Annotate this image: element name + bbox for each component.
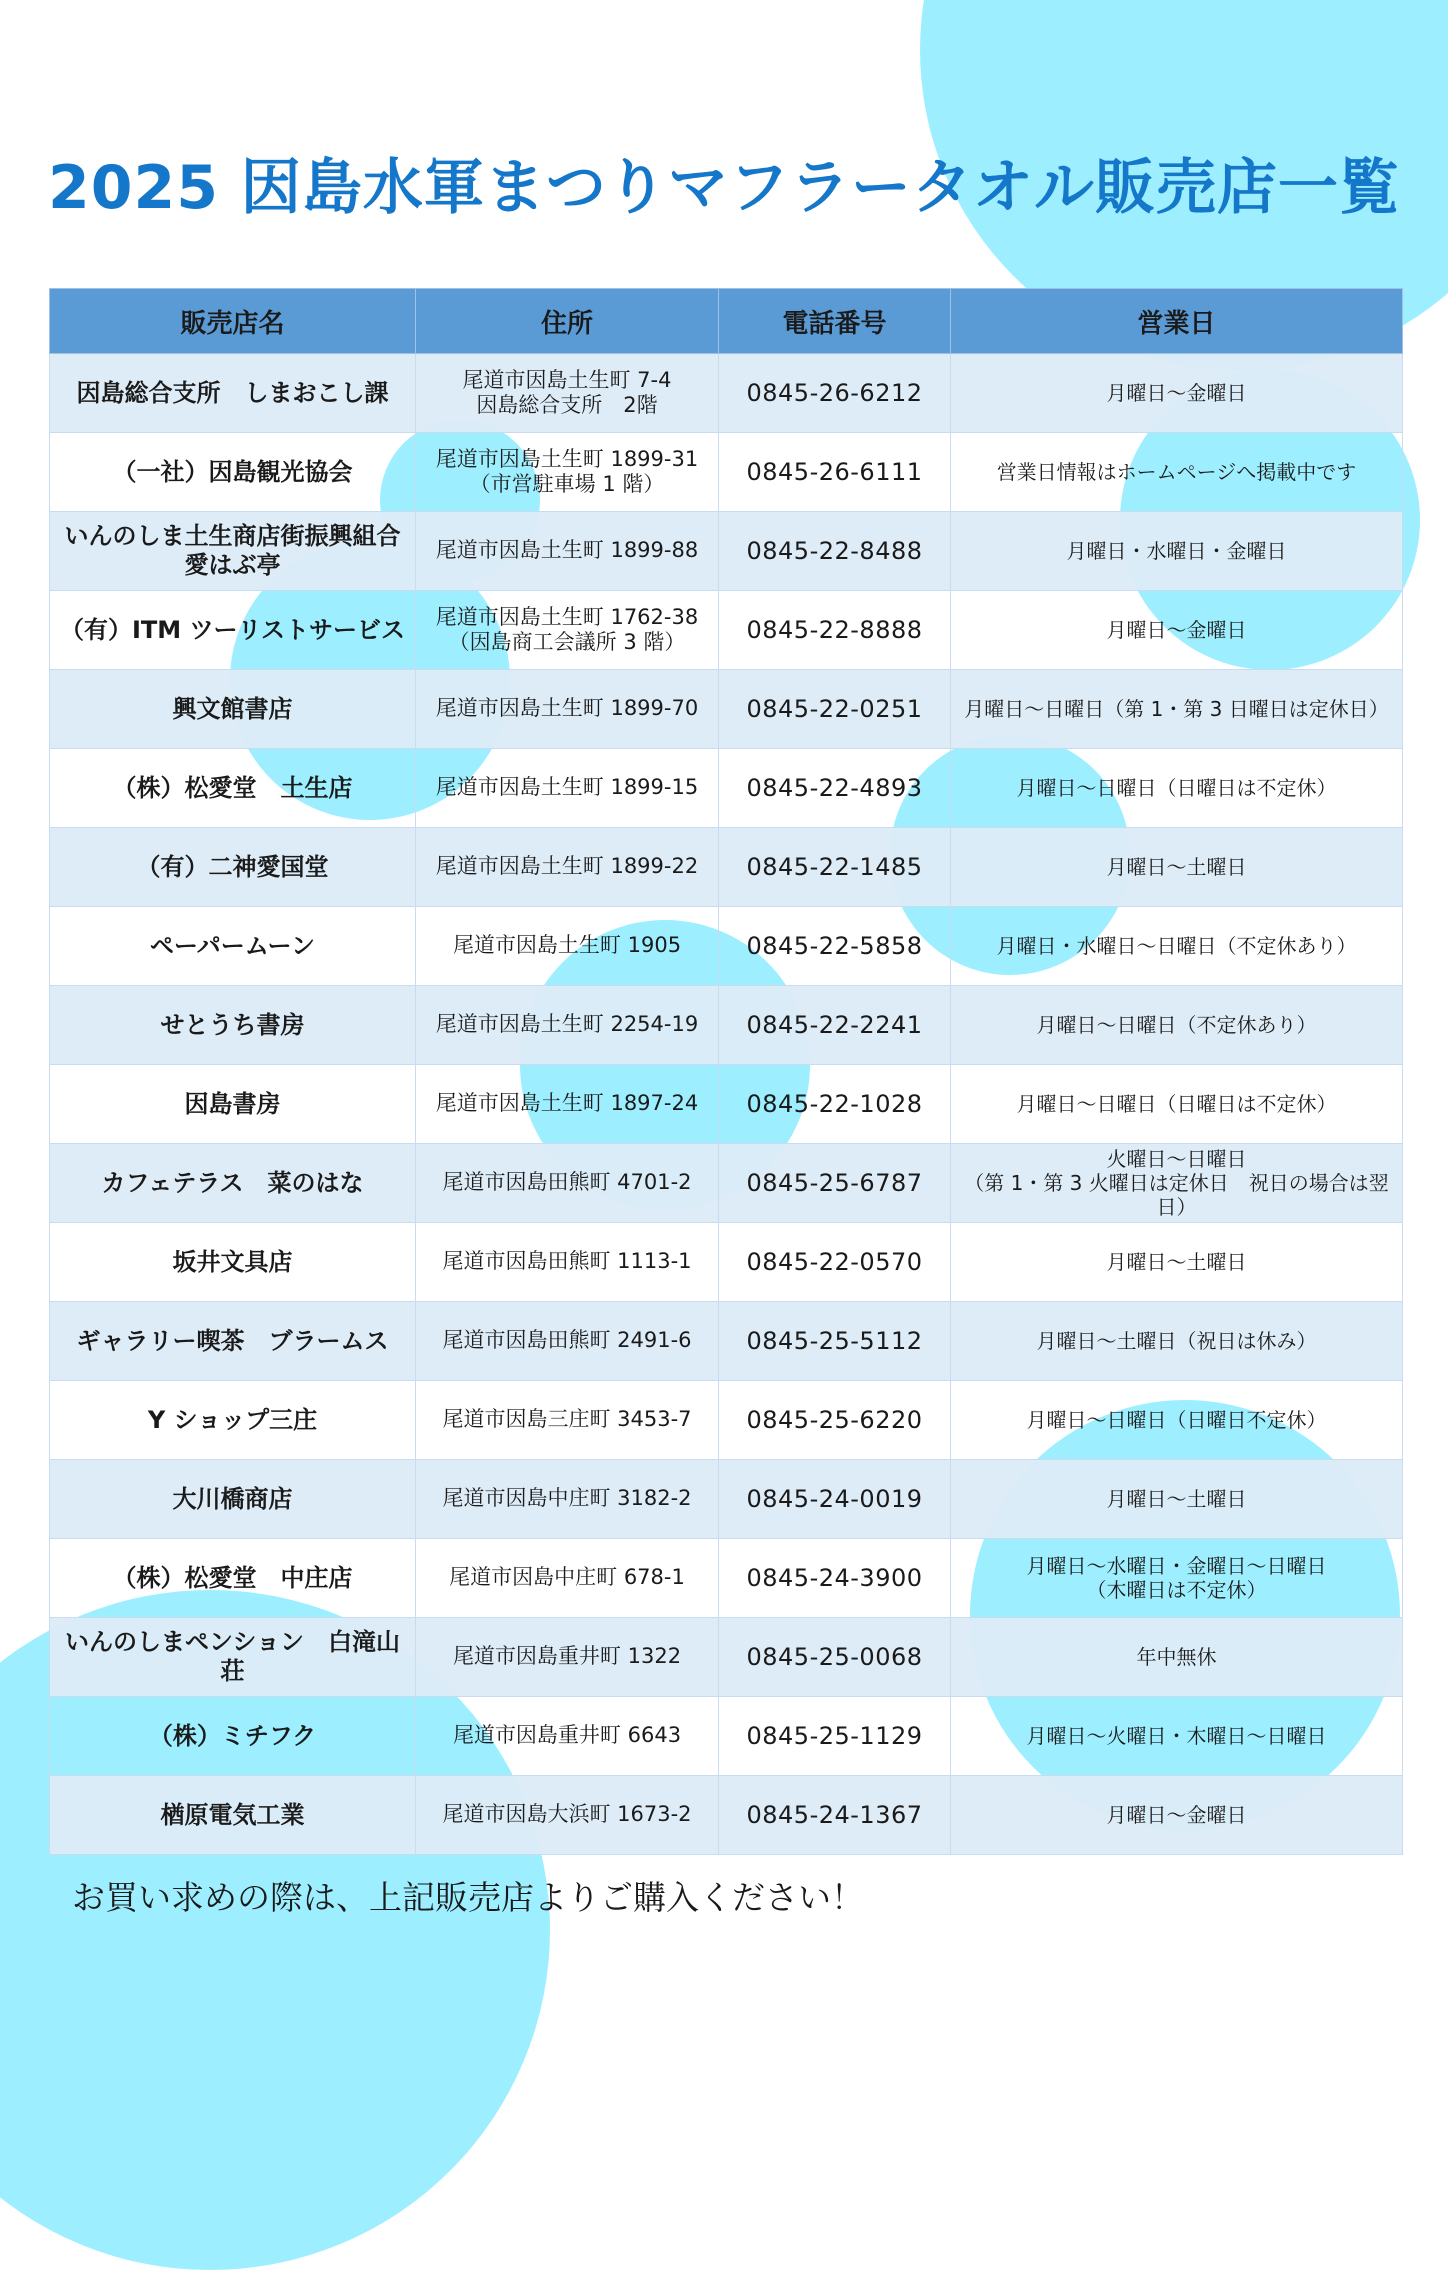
phone-number: 0845-25-5112 xyxy=(746,1326,923,1355)
address-line: 尾道市因島中庄町 678-1 xyxy=(449,1565,685,1590)
address-cell xyxy=(416,1539,719,1618)
phone-cell xyxy=(719,1697,951,1776)
table-body xyxy=(50,354,1403,1855)
table-row xyxy=(50,1065,1403,1144)
business-days-cell xyxy=(951,1144,1403,1223)
phone-number: 0845-24-1367 xyxy=(746,1800,923,1829)
phone-number: 0845-25-6787 xyxy=(746,1168,923,1197)
phone-cell xyxy=(719,1776,951,1855)
business-days-line: 営業日情報はホームページへ掲載中です xyxy=(996,460,1357,484)
table-row xyxy=(50,591,1403,670)
business-days-line: 月曜日～日曜日（日曜日不定休） xyxy=(1026,1408,1327,1432)
shop-name-cell xyxy=(50,1381,416,1460)
table-row xyxy=(50,433,1403,512)
address-line: 尾道市因島土生町 1899-31 xyxy=(435,446,699,471)
business-days-line: （第 1・第 3 火曜日は定休日 祝日の場合は翌日） xyxy=(964,1171,1389,1219)
shop-name-line: Y ショップ三庄 xyxy=(147,1405,318,1434)
business-days-cell xyxy=(951,591,1403,670)
phone-number: 0845-25-6220 xyxy=(746,1405,923,1434)
phone-number: 0845-22-1485 xyxy=(746,852,923,881)
address-line: 尾道市因島大浜町 1673-2 xyxy=(442,1802,692,1827)
phone-cell xyxy=(719,828,951,907)
table-header-row xyxy=(50,289,1403,354)
address-cell xyxy=(416,907,719,986)
address-cell xyxy=(416,1381,719,1460)
business-days-line: 月曜日～土曜日 xyxy=(1106,1487,1247,1511)
address-cell xyxy=(416,1460,719,1539)
phone-cell xyxy=(719,1144,951,1223)
shop-name-line: 愛はぶ亭 xyxy=(184,551,281,579)
phone-number: 0845-22-8488 xyxy=(746,536,923,565)
business-days-cell xyxy=(951,828,1403,907)
address-cell xyxy=(416,670,719,749)
shop-name-line: 興文館書店 xyxy=(172,694,293,723)
address-cell xyxy=(416,749,719,828)
shop-name-cell xyxy=(50,1776,416,1855)
business-days-line: 月曜日・水曜日～日曜日（不定休あり） xyxy=(996,934,1357,958)
footer-note: お買い求めの際は、上記販売店よりご購入ください！ xyxy=(72,1878,864,1917)
shop-name-line: 楢原電気工業 xyxy=(160,1800,305,1829)
phone-number: 0845-25-1129 xyxy=(746,1721,923,1750)
shop-name-cell xyxy=(50,512,416,591)
table-row xyxy=(50,1776,1403,1855)
business-days-cell xyxy=(951,1618,1403,1697)
shop-name-line: 因島総合支所 しまおこし課 xyxy=(76,378,389,407)
address-line: （因島商工会議所 3 階） xyxy=(448,630,686,654)
phone-number: 0845-22-4893 xyxy=(746,773,923,802)
column-header-name: 販売店名 xyxy=(50,289,416,354)
address-line: 尾道市因島重井町 6643 xyxy=(452,1723,682,1748)
shop-name-cell xyxy=(50,1697,416,1776)
phone-cell xyxy=(719,1460,951,1539)
shop-name-cell xyxy=(50,986,416,1065)
shop-name-cell xyxy=(50,828,416,907)
business-days-line: 火曜日～日曜日 xyxy=(1106,1147,1247,1171)
shop-table xyxy=(49,288,1403,1855)
table-row xyxy=(50,1381,1403,1460)
address-line: 尾道市因島土生町 1899-22 xyxy=(435,854,699,879)
business-days-cell xyxy=(951,512,1403,591)
shop-name-cell xyxy=(50,749,416,828)
phone-number: 0845-22-2241 xyxy=(746,1010,923,1039)
shop-name-cell xyxy=(50,1302,416,1381)
business-days-line: 月曜日～日曜日（日曜日は不定休） xyxy=(1016,776,1337,800)
business-days-line: 月曜日～金曜日 xyxy=(1106,381,1247,405)
table-row xyxy=(50,828,1403,907)
phone-number: 0845-22-5858 xyxy=(746,931,923,960)
table-row xyxy=(50,907,1403,986)
phone-number: 0845-26-6111 xyxy=(746,457,923,486)
phone-cell xyxy=(719,670,951,749)
shop-name-line: （株）松愛堂 中庄店 xyxy=(112,1563,353,1592)
business-days-cell xyxy=(951,986,1403,1065)
shop-name-cell xyxy=(50,1065,416,1144)
shop-name-line: いんのしま土生商店街振興組合 xyxy=(64,522,401,551)
address-line: 尾道市因島重井町 1322 xyxy=(452,1644,682,1669)
phone-number: 0845-25-0068 xyxy=(746,1642,923,1671)
business-days-cell xyxy=(951,670,1403,749)
business-days-cell xyxy=(951,907,1403,986)
phone-cell xyxy=(719,1302,951,1381)
shop-name-line: いんのしまペンション 白滝山荘 xyxy=(65,1628,400,1685)
business-days-line: 月曜日～金曜日 xyxy=(1106,1803,1247,1827)
shop-name-line: せとうち書房 xyxy=(160,1010,305,1039)
shop-name-line: （株）松愛堂 土生店 xyxy=(112,773,353,802)
address-line: 尾道市因島土生町 1899-15 xyxy=(435,775,699,800)
address-line: 尾道市因島土生町 7-4 xyxy=(462,367,672,392)
address-line: 尾道市因島土生町 1897-24 xyxy=(435,1091,699,1116)
address-line: 尾道市因島土生町 1899-70 xyxy=(435,696,699,721)
shop-name-cell xyxy=(50,591,416,670)
address-line: 尾道市因島田熊町 4701-2 xyxy=(442,1170,692,1195)
phone-cell xyxy=(719,1065,951,1144)
business-days-line: 年中無休 xyxy=(1136,1645,1217,1669)
phone-number: 0845-26-6212 xyxy=(746,378,923,407)
shop-name-line: カフェテラス 菜のはな xyxy=(101,1168,364,1197)
shop-name-line: ギャラリー喫茶 ブラームス xyxy=(76,1326,389,1355)
shop-name-line: （株）ミチフク xyxy=(148,1721,317,1750)
table-row xyxy=(50,1460,1403,1539)
business-days-line: 月曜日～水曜日・金曜日～日曜日 xyxy=(1026,1554,1327,1578)
phone-cell xyxy=(719,1381,951,1460)
address-cell xyxy=(416,1065,719,1144)
shop-name-line: 因島書房 xyxy=(184,1089,281,1118)
address-cell xyxy=(416,828,719,907)
shop-name-line: ペーパームーン xyxy=(149,931,316,960)
address-cell xyxy=(416,986,719,1065)
shop-name-line: （有）二神愛国堂 xyxy=(136,852,329,881)
address-cell xyxy=(416,1618,719,1697)
shop-name-cell xyxy=(50,354,416,433)
phone-cell xyxy=(719,1539,951,1618)
phone-cell xyxy=(719,433,951,512)
phone-cell xyxy=(719,354,951,433)
phone-number: 0845-22-0251 xyxy=(746,694,923,723)
table-row xyxy=(50,1302,1403,1381)
business-days-cell xyxy=(951,354,1403,433)
address-cell xyxy=(416,1697,719,1776)
address-cell xyxy=(416,354,719,433)
address-cell xyxy=(416,1302,719,1381)
address-line: 因島総合支所 2階 xyxy=(476,393,658,417)
phone-number: 0845-22-8888 xyxy=(746,615,923,644)
business-days-cell xyxy=(951,1697,1403,1776)
address-cell xyxy=(416,1144,719,1223)
shop-name-cell xyxy=(50,1223,416,1302)
business-days-line: 月曜日～土曜日 xyxy=(1106,855,1247,879)
phone-number: 0845-24-0019 xyxy=(746,1484,923,1513)
page-title: 2025 因島水軍まつりマフラータオル販売店一覧 xyxy=(48,153,1400,223)
table-row xyxy=(50,1697,1403,1776)
column-header-days: 営業日 xyxy=(951,289,1403,354)
phone-cell xyxy=(719,907,951,986)
business-days-line: 月曜日・水曜日・金曜日 xyxy=(1066,539,1287,563)
shop-name-cell xyxy=(50,670,416,749)
business-days-cell xyxy=(951,433,1403,512)
address-line: 尾道市因島田熊町 2491-6 xyxy=(442,1328,692,1353)
table-row xyxy=(50,670,1403,749)
phone-cell xyxy=(719,1223,951,1302)
phone-cell xyxy=(719,749,951,828)
phone-cell xyxy=(719,512,951,591)
business-days-line: 月曜日～金曜日 xyxy=(1106,618,1247,642)
business-days-cell xyxy=(951,1539,1403,1618)
business-days-cell xyxy=(951,1460,1403,1539)
address-cell xyxy=(416,1776,719,1855)
business-days-cell xyxy=(951,1381,1403,1460)
column-header-address: 住所 xyxy=(416,289,719,354)
shop-name-cell xyxy=(50,1539,416,1618)
business-days-line: 月曜日～日曜日（日曜日は不定休） xyxy=(1016,1092,1337,1116)
table-row xyxy=(50,1539,1403,1618)
business-days-line: 月曜日～火曜日・木曜日～日曜日 xyxy=(1026,1724,1327,1748)
address-line: 尾道市因島三庄町 3453-7 xyxy=(442,1407,692,1432)
table-row xyxy=(50,1618,1403,1697)
table-row xyxy=(50,354,1403,433)
business-days-line: 月曜日～土曜日（祝日は休み） xyxy=(1036,1329,1317,1353)
address-cell xyxy=(416,512,719,591)
phone-number: 0845-22-1028 xyxy=(746,1089,923,1118)
address-line: 尾道市因島土生町 2254-19 xyxy=(435,1012,699,1037)
business-days-line: 月曜日～土曜日 xyxy=(1106,1250,1247,1274)
address-line: 尾道市因島田熊町 1113-1 xyxy=(442,1249,692,1274)
shop-name-line: （有）ITM ツーリストサービス xyxy=(59,615,406,644)
table-row xyxy=(50,749,1403,828)
business-days-cell xyxy=(951,1302,1403,1381)
business-days-line: 月曜日～日曜日（不定休あり） xyxy=(1036,1013,1317,1037)
shop-name-line: 大川橋商店 xyxy=(172,1484,293,1513)
table-row xyxy=(50,1223,1403,1302)
shop-name-cell xyxy=(50,907,416,986)
address-line: 尾道市因島中庄町 3182-2 xyxy=(442,1486,692,1511)
business-days-cell xyxy=(951,1776,1403,1855)
shop-name-line: （一社）因島観光協会 xyxy=(112,457,353,486)
address-cell xyxy=(416,433,719,512)
business-days-line: （木曜日は不定休） xyxy=(1086,1578,1267,1602)
phone-number: 0845-22-0570 xyxy=(746,1247,923,1276)
business-days-line: 月曜日～日曜日（第 1・第 3 日曜日は定休日） xyxy=(964,697,1389,721)
business-days-cell xyxy=(951,1223,1403,1302)
phone-number: 0845-24-3900 xyxy=(746,1563,923,1592)
phone-cell xyxy=(719,591,951,670)
shop-name-cell xyxy=(50,1144,416,1223)
column-header-phone: 電話番号 xyxy=(719,289,951,354)
address-line: 尾道市因島土生町 1899-88 xyxy=(435,538,699,563)
business-days-cell xyxy=(951,749,1403,828)
shop-name-cell xyxy=(50,1618,416,1697)
phone-cell xyxy=(719,986,951,1065)
address-line: 尾道市因島土生町 1905 xyxy=(452,933,682,958)
address-line: （市営駐車場 1 階） xyxy=(469,472,665,496)
shop-name-line: 坂井文具店 xyxy=(172,1247,293,1276)
phone-cell xyxy=(719,1618,951,1697)
address-line: 尾道市因島土生町 1762-38 xyxy=(435,604,699,629)
table-row xyxy=(50,986,1403,1065)
address-cell xyxy=(416,1223,719,1302)
table-row xyxy=(50,512,1403,591)
shop-name-cell xyxy=(50,1460,416,1539)
table-row xyxy=(50,1144,1403,1223)
shop-name-cell xyxy=(50,433,416,512)
address-cell xyxy=(416,591,719,670)
business-days-cell xyxy=(951,1065,1403,1144)
